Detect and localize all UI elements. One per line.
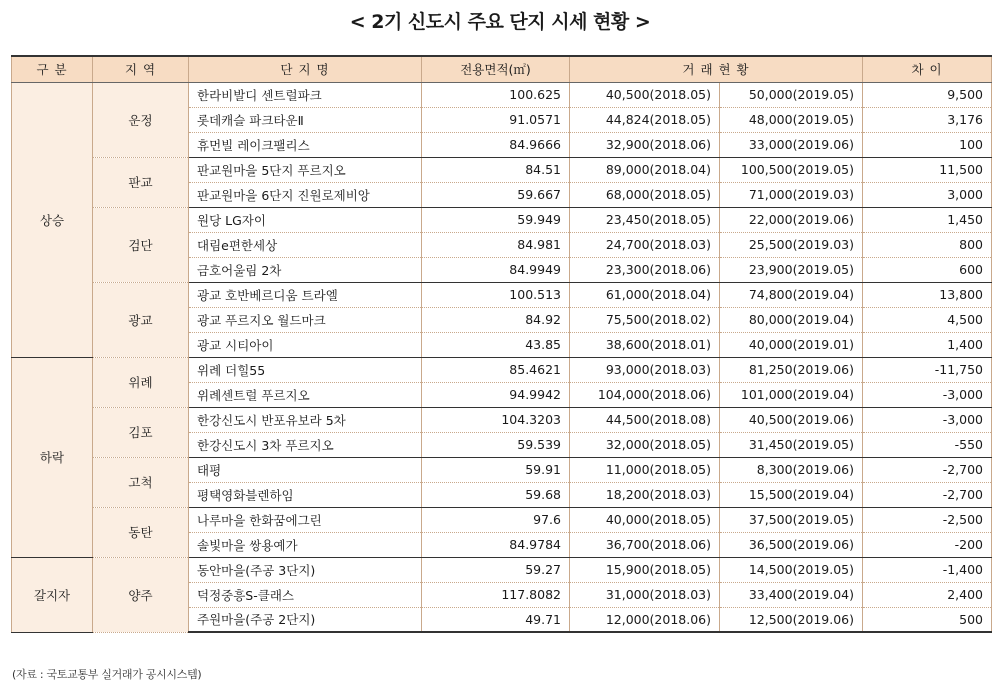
area-cell: 49.71	[422, 607, 570, 632]
price-table	[11, 55, 992, 633]
area-cell: 84.9666	[422, 132, 570, 157]
table-row	[12, 82, 992, 107]
region-cell: 광교	[93, 282, 189, 357]
area-cell: 59.539	[422, 432, 570, 457]
region-cell: 검단	[93, 207, 189, 282]
complex-name-cell: 롯데캐슬 파크타운Ⅱ	[189, 107, 422, 132]
price-after-cell: 81,250(2019.06)	[720, 357, 863, 382]
price-before-cell: 36,700(2018.06)	[570, 532, 720, 557]
table-row	[12, 407, 992, 432]
difference-cell: -2,700	[863, 482, 992, 507]
difference-cell: 100	[863, 132, 992, 157]
complex-name-cell: 대림e편한세상	[189, 232, 422, 257]
price-after-cell: 33,400(2019.04)	[720, 582, 863, 607]
complex-name-cell: 한라비발디 센트럴파크	[189, 82, 422, 107]
complex-name-cell: 광교 푸르지오 월드마크	[189, 307, 422, 332]
difference-cell: 4,500	[863, 307, 992, 332]
price-after-cell: 50,000(2019.05)	[720, 82, 863, 107]
price-after-cell: 100,500(2019.05)	[720, 157, 863, 182]
difference-cell: 11,500	[863, 157, 992, 182]
price-after-cell: 25,500(2019.03)	[720, 232, 863, 257]
price-before-cell: 32,000(2018.05)	[570, 432, 720, 457]
price-before-cell: 24,700(2018.03)	[570, 232, 720, 257]
complex-name-cell: 솔빛마을 쌍용예가	[189, 532, 422, 557]
area-cell: 100.513	[422, 282, 570, 307]
difference-cell: 9,500	[863, 82, 992, 107]
price-after-cell: 48,000(2019.05)	[720, 107, 863, 132]
price-after-cell: 22,000(2019.06)	[720, 207, 863, 232]
difference-cell: 3,000	[863, 182, 992, 207]
difference-cell: 13,800	[863, 282, 992, 307]
difference-cell: 1,400	[863, 332, 992, 357]
price-before-cell: 104,000(2018.06)	[570, 382, 720, 407]
complex-name-cell: 나루마을 한화꿈에그린	[189, 507, 422, 532]
price-after-cell: 31,450(2019.05)	[720, 432, 863, 457]
price-before-cell: 40,000(2018.05)	[570, 507, 720, 532]
difference-cell: 800	[863, 232, 992, 257]
price-before-cell: 44,824(2018.05)	[570, 107, 720, 132]
price-after-cell: 71,000(2019.03)	[720, 182, 863, 207]
area-cell: 43.85	[422, 332, 570, 357]
area-cell: 84.51	[422, 157, 570, 182]
difference-cell: -550	[863, 432, 992, 457]
complex-name-cell: 한강신도시 3차 푸르지오	[189, 432, 422, 457]
complex-name-cell: 광교 시티아이	[189, 332, 422, 357]
difference-cell: 1,450	[863, 207, 992, 232]
price-before-cell: 12,000(2018.06)	[570, 607, 720, 632]
table-row	[12, 457, 992, 482]
difference-cell: -11,750	[863, 357, 992, 382]
table-row	[12, 507, 992, 532]
price-after-cell: 12,500(2019.06)	[720, 607, 863, 632]
area-cell: 104.3203	[422, 407, 570, 432]
area-cell: 97.6	[422, 507, 570, 532]
category-cell: 갈지자	[12, 557, 93, 632]
header-area: 전용면적(㎡)	[422, 56, 570, 82]
complex-name-cell: 한강신도시 반포유보라 5차	[189, 407, 422, 432]
page-title: < 2기 신도시 주요 단지 시세 현황 >	[349, 11, 651, 33]
price-before-cell: 15,900(2018.05)	[570, 557, 720, 582]
area-cell: 59.667	[422, 182, 570, 207]
complex-name-cell: 휴먼빌 레이크팰리스	[189, 132, 422, 157]
complex-name-cell: 주원마을(주공 2단지)	[189, 607, 422, 632]
price-after-cell: 74,800(2019.04)	[720, 282, 863, 307]
area-cell: 84.92	[422, 307, 570, 332]
difference-cell: -1,400	[863, 557, 992, 582]
region-cell: 위례	[93, 357, 189, 407]
region-cell: 고척	[93, 457, 189, 507]
region-cell: 양주	[93, 557, 189, 632]
complex-name-cell: 평택영화블렌하임	[189, 482, 422, 507]
source-note: (자료 : 국토교통부 실거래가 공시시스템)	[12, 668, 202, 681]
complex-name-cell: 위례 더힐55	[189, 357, 422, 382]
price-after-cell: 37,500(2019.05)	[720, 507, 863, 532]
price-after-cell: 40,500(2019.06)	[720, 407, 863, 432]
price-before-cell: 93,000(2018.03)	[570, 357, 720, 382]
header-difference: 차 이	[863, 56, 992, 82]
complex-name-cell: 덕정중흥S-클래스	[189, 582, 422, 607]
header-row	[12, 56, 992, 82]
price-before-cell: 18,200(2018.03)	[570, 482, 720, 507]
region-cell: 김포	[93, 407, 189, 457]
price-before-cell: 11,000(2018.05)	[570, 457, 720, 482]
area-cell: 59.27	[422, 557, 570, 582]
category-cell: 하락	[12, 357, 93, 557]
price-before-cell: 44,500(2018.08)	[570, 407, 720, 432]
difference-cell: 3,176	[863, 107, 992, 132]
area-cell: 84.9949	[422, 257, 570, 282]
table-row	[12, 557, 992, 582]
complex-name-cell: 금호어울림 2차	[189, 257, 422, 282]
header-complex: 단 지 명	[189, 56, 422, 82]
area-cell: 100.625	[422, 82, 570, 107]
category-cell: 상승	[12, 82, 93, 357]
table-row	[12, 157, 992, 182]
price-after-cell: 80,000(2019.04)	[720, 307, 863, 332]
complex-name-cell: 태평	[189, 457, 422, 482]
region-cell: 동탄	[93, 507, 189, 557]
price-after-cell: 23,900(2019.05)	[720, 257, 863, 282]
region-cell: 운정	[93, 82, 189, 157]
difference-cell: 600	[863, 257, 992, 282]
price-before-cell: 40,500(2018.05)	[570, 82, 720, 107]
difference-cell: -200	[863, 532, 992, 557]
area-cell: 85.4621	[422, 357, 570, 382]
area-cell: 117.8082	[422, 582, 570, 607]
difference-cell: -2,500	[863, 507, 992, 532]
price-before-cell: 31,000(2018.03)	[570, 582, 720, 607]
area-cell: 84.9784	[422, 532, 570, 557]
difference-cell: 2,400	[863, 582, 992, 607]
price-after-cell: 101,000(2019.04)	[720, 382, 863, 407]
price-before-cell: 61,000(2018.04)	[570, 282, 720, 307]
complex-name-cell: 동안마을(주공 3단지)	[189, 557, 422, 582]
header-category: 구 분	[12, 56, 93, 82]
difference-cell: 500	[863, 607, 992, 632]
table-body	[12, 82, 992, 632]
header-transaction: 거 래 현 황	[570, 56, 863, 82]
area-cell: 94.9942	[422, 382, 570, 407]
difference-cell: -2,700	[863, 457, 992, 482]
area-cell: 59.949	[422, 207, 570, 232]
price-before-cell: 38,600(2018.01)	[570, 332, 720, 357]
price-after-cell: 33,000(2019.06)	[720, 132, 863, 157]
difference-cell: -3,000	[863, 382, 992, 407]
complex-name-cell: 원당 LG자이	[189, 207, 422, 232]
price-after-cell: 14,500(2019.05)	[720, 557, 863, 582]
complex-name-cell: 판교원마을 5단지 푸르지오	[189, 157, 422, 182]
area-cell: 91.0571	[422, 107, 570, 132]
complex-name-cell: 광교 호반베르디움 트라엘	[189, 282, 422, 307]
price-before-cell: 32,900(2018.06)	[570, 132, 720, 157]
table-row	[12, 282, 992, 307]
area-cell: 59.68	[422, 482, 570, 507]
price-after-cell: 36,500(2019.06)	[720, 532, 863, 557]
header-region: 지 역	[93, 56, 189, 82]
table-row	[12, 207, 992, 232]
price-before-cell: 23,300(2018.06)	[570, 257, 720, 282]
area-cell: 59.91	[422, 457, 570, 482]
complex-name-cell: 위례센트럴 푸르지오	[189, 382, 422, 407]
price-after-cell: 8,300(2019.06)	[720, 457, 863, 482]
price-before-cell: 75,500(2018.02)	[570, 307, 720, 332]
table-row	[12, 357, 992, 382]
difference-cell: -3,000	[863, 407, 992, 432]
price-after-cell: 15,500(2019.04)	[720, 482, 863, 507]
price-before-cell: 68,000(2018.05)	[570, 182, 720, 207]
price-before-cell: 23,450(2018.05)	[570, 207, 720, 232]
area-cell: 84.981	[422, 232, 570, 257]
complex-name-cell: 판교원마을 6단지 진원로제비앙	[189, 182, 422, 207]
region-cell: 판교	[93, 157, 189, 207]
price-after-cell: 40,000(2019.01)	[720, 332, 863, 357]
price-before-cell: 89,000(2018.04)	[570, 157, 720, 182]
